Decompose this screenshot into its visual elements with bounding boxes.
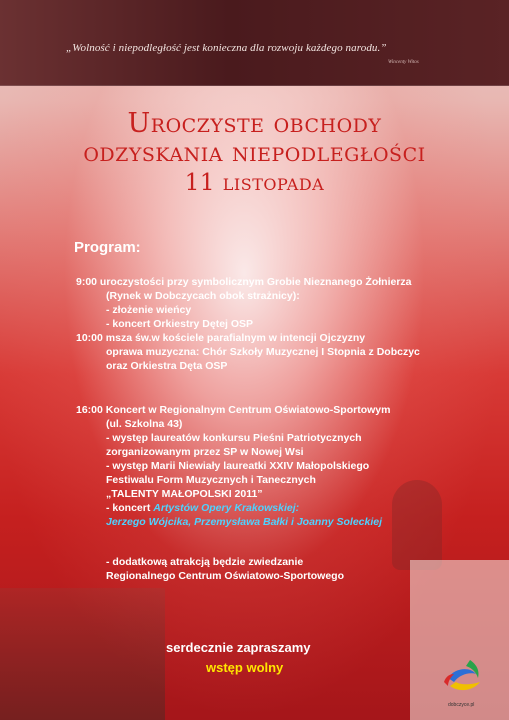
program-line: - złożenie wieńcy — [106, 304, 192, 316]
program-line: 16:00 Koncert w Regionalnym Centrum Oświatowo-Sportowym — [76, 404, 391, 416]
program-line: (Rynek w Dobczycach obok strażnicy): — [106, 290, 300, 302]
opera-artists-label: Artystów Opery Krakowskiej: — [153, 502, 300, 514]
free-entry-text: wstęp wolny — [206, 660, 284, 675]
title-line-3: 11 listopada — [184, 170, 325, 196]
singer-photo — [392, 480, 442, 570]
program-line: Festiwalu Form Muzycznych i Tanecznych — [106, 474, 316, 486]
soldiers-photo — [0, 588, 165, 720]
program-line: 10:00 msza św.w kościele parafialnym w intencji Ojczyzny — [76, 332, 366, 344]
title-line-1: Uroczyste obchody — [127, 108, 382, 139]
program-line: „TALENTY MAŁOPOLSKI 2011” — [106, 488, 263, 500]
program-line: oprawa muzyczna: Chór Szkoły Muzycznej I Stopnia z Dobczyc — [106, 346, 420, 358]
program-line: - występ laureatów konkursu Pieśni Patriotycznych — [106, 432, 362, 444]
program-line: - dodatkową atrakcją będzie zwiedzanie — [106, 556, 304, 568]
program-line-prefix: - koncert — [106, 502, 154, 514]
program-heading: Program: — [74, 239, 141, 256]
invitation-text: serdecznie zapraszamy — [166, 640, 311, 655]
program-line: - występ Marii Niewiały laureatki XXIV Małopolskiego — [106, 460, 370, 472]
program-line: 9:00 uroczystości przy symbolicznym Grobie Nieznanego Żołnierza — [76, 276, 412, 288]
quote-author: Wincenty Witos — [388, 60, 419, 65]
program-line: - koncert Orkiestry Dętej OSP — [106, 318, 254, 330]
quote-band — [0, 0, 509, 86]
dobczyce-logo-icon — [440, 648, 488, 706]
program-line: oraz Orkiestra Dęta OSP — [106, 360, 228, 372]
program-line: zorganizowanym przez SP w Nowej Wsi — [106, 446, 304, 458]
program-line: Regionalnego Centrum Oświatowo-Sportowego — [106, 570, 345, 582]
opera-artists-names: Jerzego Wójcika, Przemysława Bałki i Joanny Soleckiej — [106, 516, 383, 528]
quote-text: „Wolność i niepodległość jest konieczna dla rozwoju każdego narodu.” — [66, 42, 387, 54]
program-line: (ul. Szkolna 43) — [106, 418, 183, 430]
program-line — [106, 502, 299, 514]
logo-text: dobczyce.pl — [448, 702, 475, 708]
title-line-2: odzyskania niepodległości — [83, 137, 426, 168]
